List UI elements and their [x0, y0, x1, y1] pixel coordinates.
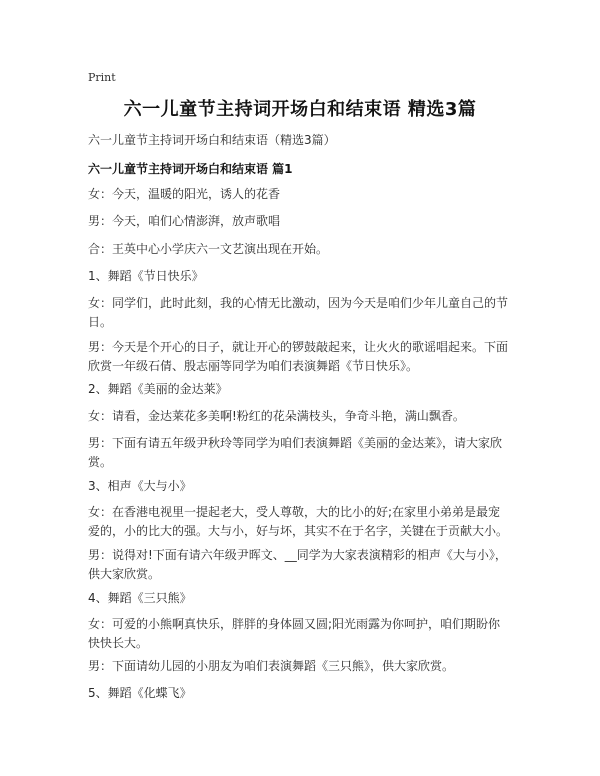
dialogue-line: 男：说得对!下面有请六年级尹晖文、__同学为大家表演精彩的相声《大与小》，供大家欣赏。 — [88, 548, 507, 581]
dialogue-line: 男：下面请幼儿园的小朋友为咱们表演舞蹈《三只熊》，供大家欣赏。 — [88, 659, 455, 673]
dialogue-line: 女：请看，金达莱花多美啊!粉红的花朵满枝头，争奇斗艳，满山飘香。 — [88, 409, 465, 423]
program-item: 1、舞蹈《节日快乐》 — [88, 269, 204, 283]
dialogue-line: 男：下面有请五年级尹秋玲等同学为咱们表演舞蹈《美丽的金达莱》，请大家欣赏。 — [88, 436, 503, 469]
program-item: 5、舞蹈《化蝶飞》 — [88, 686, 192, 700]
program-item: 3、相声《大与小》 — [88, 479, 192, 493]
dialogue-line: 男：今天是个开心的日子，就让开心的锣鼓敲起来，让火火的歌谣唱起来。下面欣赏一年级石倩、殷志丽等同学为咱们表演舞蹈《节日快乐》。 — [88, 340, 509, 373]
subtitle-line: 六一儿童节主持词开场白和结束语（精选3篇） — [88, 133, 336, 147]
print-link[interactable]: Print — [88, 71, 116, 84]
section-heading: 六一儿童节主持词开场白和结束语 篇1 — [88, 162, 293, 176]
dialogue-line: 男：今天，咱们心情澎湃，放声歌唱 — [88, 214, 281, 228]
document-title: 六一儿童节主持词开场白和结束语 精选3篇 — [123, 99, 477, 120]
dialogue-line: 女：可爱的小熊啊真快乐，胖胖的身体圆又圆;阳光雨露为你呵护，咱们期盼你快快长大。 — [88, 617, 501, 650]
dialogue-line: 合：王英中心小学庆六一文艺演出现在开始。 — [88, 242, 329, 256]
dialogue-line: 女：今天，温暖的阳光，诱人的花香 — [88, 187, 281, 201]
program-item: 2、舞蹈《美丽的金达莱》 — [88, 382, 228, 396]
program-item: 4、舞蹈《三只熊》 — [88, 591, 192, 605]
dialogue-line: 女：同学们，此时此刻，我的心情无比激动，因为今天是咱们少年儿童自己的节日。 — [88, 296, 509, 329]
dialogue-line: 女：在香港电视里一提起老大，受人尊敬，大的比小的好;在家里小弟弟是最宠爱的，小的比大的强。大与小，好与坏，其实不在于名字，关键在于贡献大小。 — [88, 505, 509, 538]
